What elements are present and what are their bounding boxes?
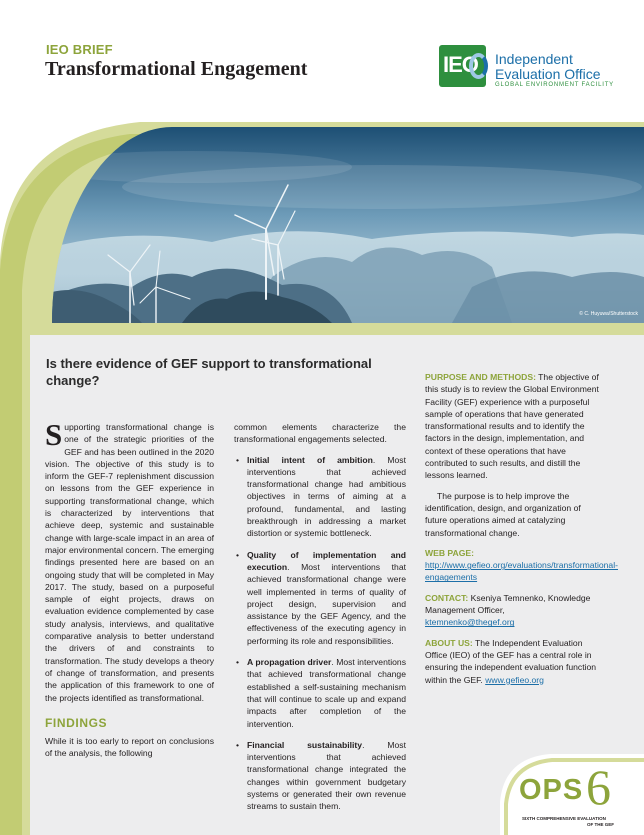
purpose-text: The objective of this study is to review the Global Environment Facility (GEF) experience with a purposeful sample of operations that have generated transformational results and to identify the factors in the design, implementation, and context of these operations that have contributed to such results, and distill the lessons learned. — [425, 372, 599, 481]
about-heading: ABOUT US: — [425, 637, 473, 648]
contact-text: Kseniya Temnenko, Knowledge Management Officer, — [425, 592, 591, 616]
bullet-lead: A propagation driver — [247, 657, 332, 668]
list-item — [234, 454, 406, 540]
logo-line-independent: Independent — [495, 51, 573, 67]
list-item — [234, 549, 406, 647]
list-item — [234, 656, 406, 730]
webpage-link[interactable]: http://www.gefieo.org/evaluations/transformational-engagements — [425, 560, 618, 583]
bullet-lead: Financial sustainability — [247, 739, 363, 750]
question-heading: Is there evidence of GEF support to transformational change? — [46, 356, 372, 388]
bullet-text: . Most interventions that achieved transformational change integrated the changes within government budgetary systems or generated their own revenue streams to sustain them. — [247, 739, 406, 812]
findings-list — [234, 454, 406, 813]
about-link[interactable]: www.gefieo.org — [485, 674, 544, 685]
about-section — [425, 637, 603, 686]
wind-turbine-landscape — [52, 127, 644, 323]
contact-section — [425, 592, 603, 629]
purpose-text-2: The purpose is to help improve the identification, design, and organization of future operations aimed at catalyzing transformational change. — [425, 490, 581, 538]
list-item — [234, 739, 406, 813]
bullet-text: . Most interventions that achieved transformational change established a self-sustaining mechanism that will continue to scale up and expand impacts after completion of the intervention. — [247, 657, 406, 729]
page-title: Transformational Engagement — [45, 58, 308, 80]
bullet-text: . Most interventions that achieved transformational change had ambitious objectives in terms of aiming at a profound, fundamental, and lasting breakthrough in addressing a market distortion or systemic bottleneck. — [247, 454, 406, 539]
purpose-heading: PURPOSE AND METHODS: — [425, 372, 536, 382]
intro-text: upporting transformational change is one of the strategic priorities of the GEF and has been outlined in the 2020 vision. The objective of this study is to inform the GEF-7 replenishment discussion on lessons from the GEF experience in supporting transformational change, which is characterized by interventions that achieve deep, systemic and sustainable change with large-scale impact in an area of major environmental concern. The emerging findings presented here are based on an ongoing study that will be completed in May 2017. The study, based on a purposeful sample of eight projects, draws on evaluation evidence complemented by case study analysis, interviews, and qualitative comparative analysis to better understand the drivers of and constraints to transformation. The study develops a theory of change of transformation, and presents the application of this framework to one of the projects identified as transformational. — [45, 422, 214, 703]
findings-intro: common elements characterize the transformational engagements selected. — [234, 422, 406, 445]
bullet-text: . Most interventions that achieved transformational change were well implemented in terms of quality of project design, supervision and assistance by the GEF Agency, and the effectiveness of the executing agency in performing its role and responsibilities. — [247, 561, 406, 646]
hero-image — [52, 127, 644, 323]
ieo-logo-letters: IEO — [443, 52, 478, 77]
globe-ring-icon — [469, 53, 488, 79]
ieo-logo-mark — [439, 45, 486, 87]
ops-subtitle-line1: SIXTH COMPREHENSIVE EVALUATION — [522, 816, 606, 821]
bullet-lead: Quality of implementation and execution — [247, 549, 406, 572]
contact-heading: CONTACT: — [425, 592, 469, 603]
ops-number: 6 — [586, 759, 611, 815]
column-intro — [45, 417, 214, 760]
purpose-section — [425, 371, 603, 482]
drop-cap: S — [45, 417, 63, 452]
column-findings — [234, 421, 406, 822]
about-text: The Independent Evaluation Office (IEO) of the GEF has a central role in ensuring the independent evaluation function within the GEF. — [425, 637, 597, 685]
webpage-section — [425, 547, 618, 584]
brief-kicker: IEO BRIEF — [46, 42, 113, 57]
sidebar-info — [425, 371, 618, 694]
ops6-badge — [500, 752, 644, 835]
ops-word: OPS — [519, 774, 584, 806]
intro-paragraph — [45, 417, 214, 704]
webpage-heading: WEB PAGE: — [425, 547, 475, 558]
photo-credit: © C. Huyuwa/Shutterstock — [579, 311, 638, 317]
contact-email-link[interactable]: ktemnenko@thegef.org — [425, 617, 515, 628]
findings-text: While it is too early to report on conclusions of the analysis, the following — [45, 736, 214, 759]
logo-line-evaluation-office: Evaluation Office — [495, 66, 601, 82]
ops-subtitle-line2: OF THE GEF — [587, 822, 614, 827]
bullet-lead: Initial intent of ambition — [247, 454, 373, 465]
findings-heading: FINDINGS — [45, 715, 108, 730]
ieo-logo — [439, 45, 614, 91]
logo-line-gef: GLOBAL ENVIRONMENT FACILITY — [495, 82, 614, 88]
